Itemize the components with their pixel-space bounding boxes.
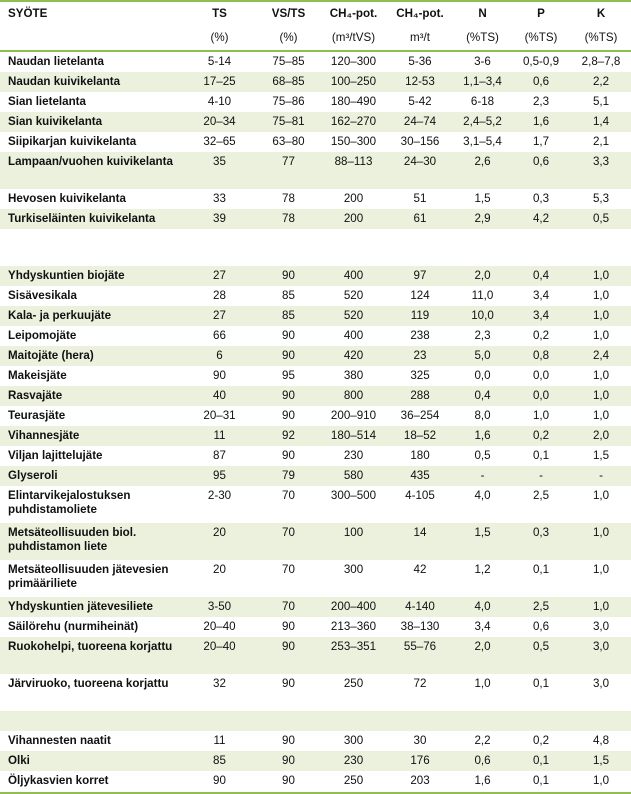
cell-vs-ts: 85 bbox=[282, 309, 295, 322]
cell-n: 4,0 bbox=[474, 600, 491, 613]
table-row bbox=[0, 72, 631, 92]
cell-p: 1,0 bbox=[532, 409, 550, 422]
cell-ts: 28 bbox=[213, 289, 226, 302]
table-row bbox=[0, 306, 631, 326]
cell-ts: 90 bbox=[183, 771, 256, 793]
cell-ts: 20–40 bbox=[203, 640, 236, 653]
cell-ch4-pot-t: 18–52 bbox=[403, 429, 437, 442]
cell-k: 2,1 bbox=[592, 135, 610, 148]
cell-ch4-pot-t: 97 bbox=[413, 269, 427, 282]
cell-p: 0,5-0,9 bbox=[522, 55, 560, 68]
cell-p: 0,6 bbox=[532, 620, 550, 633]
cell-vs-ts: 63–80 bbox=[272, 135, 305, 148]
cell-syote: Kala- ja perkuujäte bbox=[8, 309, 112, 322]
cell-vs-ts: 75–86 bbox=[272, 95, 305, 108]
cell-syote: Sisävesikala bbox=[8, 289, 77, 302]
cell-ch4-pot-t: 72 bbox=[413, 677, 427, 690]
table-row bbox=[0, 711, 631, 731]
cell-k: 1,0 bbox=[592, 369, 610, 382]
cell-vs-ts: 90 bbox=[282, 329, 295, 342]
cell-syote: Säilörehu (nurmiheinät) bbox=[8, 620, 139, 633]
cell-n: 2,2 bbox=[474, 734, 491, 747]
cell-ch4-pot-vs: 300–500 bbox=[330, 489, 377, 502]
cell-ch4-pot-vs: 580 bbox=[343, 469, 364, 482]
header-n: N bbox=[454, 1, 511, 26]
cell-p: 0,1 bbox=[532, 677, 550, 690]
cell-ch4-pot-vs: 253–351 bbox=[330, 640, 377, 653]
cell-syote: Teurasjäte bbox=[8, 409, 66, 422]
cell-ts: 17–25 bbox=[203, 75, 236, 88]
cell-ts: 20 bbox=[213, 563, 226, 576]
header-k-unit: (%TS) bbox=[571, 26, 631, 51]
cell-ch4-pot-vs: 200–910 bbox=[330, 409, 377, 422]
table-row bbox=[0, 597, 631, 617]
cell-ts: 35 bbox=[213, 155, 226, 168]
cell-k: - bbox=[599, 469, 603, 482]
cell-k: 0,5 bbox=[592, 212, 610, 225]
cell-k: 1,5 bbox=[592, 449, 610, 462]
cell-ts: 5-14 bbox=[207, 55, 232, 68]
table-row bbox=[0, 751, 631, 771]
cell-ch4-pot-vs: 400 bbox=[343, 329, 364, 342]
cell-p: 2,3 bbox=[532, 95, 550, 108]
header-ch4-pot-vs-unit: (m³/tVS) bbox=[321, 26, 386, 51]
cell-syote: Turkiseläinten kuivikelanta bbox=[8, 212, 156, 225]
cell-syote: Metsäteollisuuden jätevesien primääriliete bbox=[8, 563, 169, 590]
table-row bbox=[0, 209, 631, 229]
table-row bbox=[0, 229, 631, 266]
cell-ts: 27 bbox=[213, 269, 226, 282]
cell-vs-ts: 70 bbox=[282, 489, 295, 502]
cell-ts bbox=[183, 711, 256, 731]
cell-syote: Olki bbox=[8, 754, 30, 767]
cell-n: 1,5 bbox=[474, 526, 491, 539]
cell-k: 1,0 bbox=[592, 409, 610, 422]
cell-k: 1,0 bbox=[592, 389, 610, 402]
cell-ch4-pot-t: 12-53 bbox=[405, 75, 435, 88]
cell-vs-ts: 90 bbox=[282, 389, 295, 402]
cell-syote: Maitojäte (hera) bbox=[8, 349, 94, 362]
cell-ts: 6 bbox=[216, 349, 223, 362]
cell-ts: 3-50 bbox=[207, 600, 232, 613]
cell-ch4-pot-t: 288 bbox=[410, 389, 430, 402]
cell-vs-ts: 78 bbox=[282, 212, 295, 225]
cell-k: 1,0 bbox=[592, 289, 610, 302]
cell-ch4-pot-vs: 420 bbox=[343, 349, 364, 362]
table-row bbox=[0, 152, 631, 189]
cell-syote: Rasvajäte bbox=[8, 389, 63, 402]
cell-syote: Vihannesten naatit bbox=[8, 734, 111, 747]
cell-k: 2,2 bbox=[592, 75, 610, 88]
cell-k: 3,0 bbox=[592, 620, 610, 633]
cell-ch4-pot-vs: 100 bbox=[343, 526, 364, 539]
header-row-labels bbox=[0, 1, 631, 26]
cell-syote: Öljykasvien korret bbox=[0, 771, 183, 793]
cell-ts: 20–34 bbox=[203, 115, 236, 128]
header-ch4-pot-vs: CH₄-pot. bbox=[321, 1, 386, 26]
cell-n: 0,0 bbox=[474, 369, 491, 382]
header-ch4-pot-t-unit: m³/t bbox=[386, 26, 454, 51]
cell-p: 0,2 bbox=[532, 734, 550, 747]
cell-syote: Naudan lietelanta bbox=[8, 55, 104, 68]
cell-ch4-pot-t: 24–74 bbox=[403, 115, 437, 128]
cell-n: 1,6 bbox=[474, 429, 491, 442]
table-row bbox=[0, 446, 631, 466]
cell-syote: Yhdyskuntien jätevesiliete bbox=[8, 600, 153, 613]
cell-ch4-pot-vs: 230 bbox=[343, 754, 364, 767]
header-p-unit: (%TS) bbox=[511, 26, 571, 51]
cell-ts: 66 bbox=[213, 329, 226, 342]
cell-n: 0,5 bbox=[474, 449, 491, 462]
cell-n: 8,0 bbox=[474, 409, 491, 422]
cell-syote: Hevosen kuivikelanta bbox=[8, 192, 126, 205]
table-row bbox=[0, 266, 631, 286]
cell-k: 3,3 bbox=[592, 155, 610, 168]
cell-k: 1,0 bbox=[592, 600, 610, 613]
cell-syote: Vihannesjäte bbox=[8, 429, 80, 442]
cell-vs-ts: 70 bbox=[282, 563, 295, 576]
table-row bbox=[0, 637, 631, 674]
cell-ch4-pot-vs: 213–360 bbox=[330, 620, 377, 633]
table-body bbox=[0, 51, 631, 793]
cell-n: 10,0 bbox=[471, 309, 494, 322]
table-row bbox=[0, 466, 631, 486]
cell-vs-ts: 90 bbox=[282, 269, 295, 282]
cell-k: 1,0 bbox=[592, 329, 610, 342]
header-k: K bbox=[571, 1, 631, 26]
cell-n: 1,0 bbox=[474, 677, 491, 690]
cell-k: 1,0 bbox=[592, 269, 610, 282]
cell-syote: Viljan lajittelujäte bbox=[8, 449, 103, 462]
cell-ch4-pot-t: 203 bbox=[386, 771, 454, 793]
cell-ch4-pot-vs: 88–113 bbox=[334, 155, 373, 168]
cell-syote: Ruokohelpi, tuoreena korjattu bbox=[8, 640, 173, 653]
table-row bbox=[0, 731, 631, 751]
cell-k bbox=[571, 229, 631, 266]
cell-k: 1,0 bbox=[592, 526, 610, 539]
cell-ts: 2-30 bbox=[207, 489, 232, 502]
cell-syote: Järviruoko, tuoreena korjattu bbox=[8, 677, 169, 690]
cell-vs-ts: 90 bbox=[282, 734, 295, 747]
table-row bbox=[0, 366, 631, 386]
cell-p: 0,1 bbox=[532, 563, 550, 576]
table-row bbox=[0, 51, 631, 72]
cell-n: 1,2 bbox=[474, 563, 491, 576]
cell-ch4-pot-t: 55–76 bbox=[403, 640, 437, 653]
cell-p: 0,1 bbox=[511, 771, 571, 793]
cell-n: 3-6 bbox=[474, 55, 491, 68]
cell-ch4-pot-vs: 200 bbox=[343, 212, 364, 225]
cell-vs-ts: 95 bbox=[282, 369, 295, 382]
cell-syote: Naudan kuivikelanta bbox=[8, 75, 121, 88]
cell-ch4-pot-t: 24–30 bbox=[403, 155, 437, 168]
cell-p: 1,7 bbox=[532, 135, 550, 148]
cell-ch4-pot-t bbox=[386, 711, 454, 731]
cell-ch4-pot-vs: 180–490 bbox=[330, 95, 377, 108]
cell-p: 2,5 bbox=[532, 489, 550, 502]
cell-ch4-pot-vs: 380 bbox=[343, 369, 364, 382]
cell-p bbox=[511, 229, 571, 266]
cell-ch4-pot-vs: 180–514 bbox=[330, 429, 377, 442]
cell-p: 0,0 bbox=[532, 369, 550, 382]
cell-n: 4,0 bbox=[474, 489, 491, 502]
cell-ch4-pot-t: 124 bbox=[410, 289, 430, 302]
header-vs-ts: VS/TS bbox=[256, 1, 321, 26]
cell-ts: 40 bbox=[213, 389, 226, 402]
cell-vs-ts: 90 bbox=[282, 620, 295, 633]
table-row bbox=[0, 406, 631, 426]
header-n-unit: (%TS) bbox=[454, 26, 511, 51]
cell-ch4-pot-t: 36–254 bbox=[400, 409, 440, 422]
cell-k: 4,8 bbox=[592, 734, 610, 747]
cell-p: 0,2 bbox=[532, 429, 550, 442]
cell-p: 1,6 bbox=[532, 115, 550, 128]
cell-vs-ts: 77 bbox=[282, 155, 295, 168]
header-row-units bbox=[0, 26, 631, 51]
cell-k: 3,0 bbox=[592, 677, 610, 690]
cell-n: 1,6 bbox=[454, 771, 511, 793]
cell-vs-ts: 78 bbox=[282, 192, 295, 205]
cell-n: 6-18 bbox=[470, 95, 495, 108]
cell-vs-ts: 90 bbox=[282, 677, 295, 690]
cell-vs-ts: 90 bbox=[282, 449, 295, 462]
cell-ch4-pot-t: 238 bbox=[410, 329, 430, 342]
header-syote: SYÖTE bbox=[0, 1, 183, 26]
cell-ch4-pot-vs: 120–300 bbox=[330, 55, 377, 68]
cell-n: 5,0 bbox=[474, 349, 491, 362]
cell-ch4-pot-vs: 250 bbox=[321, 771, 386, 793]
cell-vs-ts: 90 bbox=[282, 640, 295, 653]
cell-k bbox=[571, 711, 631, 731]
cell-p: 0,4 bbox=[532, 269, 550, 282]
cell-ch4-pot-vs: 250 bbox=[343, 677, 364, 690]
cell-p: 2,5 bbox=[532, 600, 550, 613]
cell-ch4-pot-t: 42 bbox=[413, 563, 427, 576]
cell-vs-ts: 92 bbox=[282, 429, 295, 442]
header-syote-unit bbox=[0, 26, 183, 51]
cell-vs-ts: 75–85 bbox=[272, 55, 305, 68]
cell-ch4-pot-t: 61 bbox=[413, 212, 427, 225]
cell-ch4-pot-t: 51 bbox=[413, 192, 427, 205]
cell-vs-ts: 90 bbox=[282, 349, 295, 362]
cell-ch4-pot-vs: 230 bbox=[343, 449, 364, 462]
table-row bbox=[0, 346, 631, 366]
cell-ch4-pot-t: 5-42 bbox=[408, 95, 432, 108]
cell-ch4-pot-t: 4-140 bbox=[405, 600, 435, 613]
cell-p: 0,3 bbox=[532, 526, 550, 539]
table-row bbox=[0, 286, 631, 306]
cell-ts: 4-10 bbox=[207, 95, 232, 108]
header-ts: TS bbox=[183, 1, 256, 26]
cell-ch4-pot-t: 325 bbox=[410, 369, 430, 382]
cell-ch4-pot-vs: 520 bbox=[343, 309, 364, 322]
cell-ts: 39 bbox=[213, 212, 226, 225]
cell-vs-ts: 90 bbox=[282, 409, 295, 422]
cell-ch4-pot-t: 176 bbox=[410, 754, 430, 767]
cell-n: - bbox=[480, 469, 485, 482]
cell-p: 0,3 bbox=[532, 192, 550, 205]
cell-p: 0,1 bbox=[532, 449, 550, 462]
cell-syote bbox=[0, 711, 183, 731]
table-row bbox=[0, 92, 631, 112]
table-row bbox=[0, 112, 631, 132]
cell-ch4-pot-t: 119 bbox=[410, 309, 430, 322]
cell-ch4-pot-vs: 200–400 bbox=[330, 600, 377, 613]
table-row bbox=[0, 132, 631, 152]
cell-p: 4,2 bbox=[532, 212, 550, 225]
cell-ch4-pot-vs bbox=[321, 711, 386, 731]
cell-p: 0,1 bbox=[532, 754, 550, 767]
cell-ch4-pot-t: 30 bbox=[413, 734, 427, 747]
cell-ts: 32–65 bbox=[203, 135, 236, 148]
cell-k: 5,1 bbox=[592, 95, 610, 108]
table-row bbox=[0, 560, 631, 597]
cell-vs-ts: 79 bbox=[282, 469, 295, 482]
cell-ch4-pot-vs: 162–270 bbox=[330, 115, 377, 128]
table-row bbox=[0, 771, 631, 793]
cell-ch4-pot-vs: 300 bbox=[343, 563, 364, 576]
cell-n: 0,6 bbox=[474, 754, 491, 767]
cell-n: 0,4 bbox=[474, 389, 491, 402]
cell-n: 2,4–5,2 bbox=[463, 115, 502, 128]
cell-k: 2,0 bbox=[592, 429, 610, 442]
cell-n: 2,0 bbox=[474, 640, 491, 653]
cell-k: 2,4 bbox=[592, 349, 610, 362]
cell-syote: Sian lietelanta bbox=[8, 95, 86, 108]
cell-ch4-pot-vs bbox=[321, 229, 386, 266]
cell-ts: 20 bbox=[213, 526, 226, 539]
cell-syote: Lampaan/vuohen kuivikelanta bbox=[8, 155, 173, 168]
cell-n bbox=[454, 229, 511, 266]
cell-syote: Glyseroli bbox=[8, 469, 58, 482]
cell-vs-ts: 68–85 bbox=[272, 75, 305, 88]
cell-vs-ts: 70 bbox=[282, 526, 295, 539]
cell-vs-ts: 85 bbox=[282, 289, 295, 302]
table-row bbox=[0, 386, 631, 406]
table-row bbox=[0, 326, 631, 346]
cell-ts: 33 bbox=[213, 192, 226, 205]
cell-p: 3,4 bbox=[532, 309, 550, 322]
cell-k: 1,0 bbox=[592, 563, 610, 576]
cell-n: 3,1–5,4 bbox=[463, 135, 502, 148]
cell-ch4-pot-vs: 400 bbox=[343, 269, 364, 282]
cell-ts: 95 bbox=[213, 469, 226, 482]
cell-n: 11,0 bbox=[471, 289, 494, 302]
cell-syote: Metsäteollisuuden biol. puhdistamon liete bbox=[8, 526, 137, 553]
header-ch4-pot-t: CH₄-pot. bbox=[386, 1, 454, 26]
cell-k: 1,0 bbox=[571, 771, 631, 793]
cell-vs-ts bbox=[256, 229, 321, 266]
cell-ch4-pot-t bbox=[386, 229, 454, 266]
cell-n bbox=[454, 711, 511, 731]
cell-ts bbox=[183, 229, 256, 266]
cell-k: 1,4 bbox=[592, 115, 610, 128]
cell-ch4-pot-t: 5-36 bbox=[408, 55, 432, 68]
cell-syote: Siipikarjan kuivikelanta bbox=[8, 135, 137, 148]
cell-vs-ts: 75–81 bbox=[272, 115, 305, 128]
cell-n: 3,4 bbox=[474, 620, 491, 633]
cell-k: 3,0 bbox=[592, 640, 610, 653]
cell-syote: Leipomojäte bbox=[8, 329, 77, 342]
cell-p: 0,0 bbox=[532, 389, 550, 402]
header-p: P bbox=[511, 1, 571, 26]
cell-n: 1,5 bbox=[474, 192, 491, 205]
cell-syote: Elintarvikejalostuksen puhdistamoliete bbox=[8, 489, 131, 516]
cell-ch4-pot-t: 30–156 bbox=[400, 135, 440, 148]
cell-k: 1,0 bbox=[592, 489, 610, 502]
cell-p: - bbox=[539, 469, 543, 482]
cell-syote: Makeisjäte bbox=[8, 369, 67, 382]
table-row bbox=[0, 426, 631, 446]
cell-ch4-pot-vs: 520 bbox=[343, 289, 364, 302]
table-row bbox=[0, 523, 631, 560]
cell-syote: Sian kuivikelanta bbox=[8, 115, 103, 128]
cell-ts: 32 bbox=[213, 677, 226, 690]
cell-ch4-pot-t: 38–130 bbox=[400, 620, 440, 633]
cell-syote bbox=[0, 229, 183, 266]
cell-k: 5,3 bbox=[592, 192, 610, 205]
table-row bbox=[0, 674, 631, 711]
cell-vs-ts: 90 bbox=[282, 754, 295, 767]
cell-ts: 27 bbox=[213, 309, 226, 322]
table-row bbox=[0, 486, 631, 523]
table-row bbox=[0, 189, 631, 209]
cell-vs-ts: 70 bbox=[282, 600, 295, 613]
cell-p: 0,5 bbox=[532, 640, 550, 653]
header-ts-unit: (%) bbox=[183, 26, 256, 51]
table-row bbox=[0, 617, 631, 637]
cell-ch4-pot-t: 435 bbox=[410, 469, 430, 482]
cell-ts: 20–31 bbox=[203, 409, 236, 422]
cell-ch4-pot-t: 4-105 bbox=[405, 489, 435, 502]
cell-ch4-pot-vs: 100–250 bbox=[330, 75, 377, 88]
cell-ch4-pot-t: 180 bbox=[410, 449, 430, 462]
cell-ts: 20–40 bbox=[203, 620, 236, 633]
cell-ts: 90 bbox=[213, 369, 226, 382]
cell-n: 2,3 bbox=[474, 329, 491, 342]
cell-k: 1,0 bbox=[592, 309, 610, 322]
cell-ts: 85 bbox=[213, 754, 226, 767]
cell-p: 0,2 bbox=[532, 329, 550, 342]
cell-p bbox=[511, 711, 571, 731]
cell-p: 0,6 bbox=[532, 75, 550, 88]
cell-ch4-pot-t: 23 bbox=[413, 349, 427, 362]
cell-p: 3,4 bbox=[532, 289, 550, 302]
cell-ts: 87 bbox=[213, 449, 226, 462]
cell-k: 2,8–7,8 bbox=[581, 55, 621, 68]
header-vs-ts-unit: (%) bbox=[256, 26, 321, 51]
cell-ch4-pot-vs: 150–300 bbox=[330, 135, 377, 148]
cell-vs-ts: 90 bbox=[256, 771, 321, 793]
cell-ch4-pot-t: 14 bbox=[413, 526, 427, 539]
cell-n: 2,0 bbox=[474, 269, 491, 282]
cell-ts: 11 bbox=[213, 734, 226, 747]
cell-ch4-pot-vs: 800 bbox=[343, 389, 364, 402]
cell-n: 2,9 bbox=[474, 212, 491, 225]
cell-n: 2,6 bbox=[474, 155, 491, 168]
cell-ts: 11 bbox=[213, 429, 226, 442]
cell-syote: Yhdyskuntien biojäte bbox=[8, 269, 125, 282]
cell-ch4-pot-vs: 300 bbox=[343, 734, 364, 747]
cell-n: 1,1–3,4 bbox=[463, 75, 502, 88]
cell-p: 0,6 bbox=[532, 155, 550, 168]
cell-vs-ts bbox=[256, 711, 321, 731]
cell-ch4-pot-vs: 200 bbox=[343, 192, 364, 205]
cell-p: 0,8 bbox=[532, 349, 550, 362]
cell-k: 1,5 bbox=[592, 754, 610, 767]
